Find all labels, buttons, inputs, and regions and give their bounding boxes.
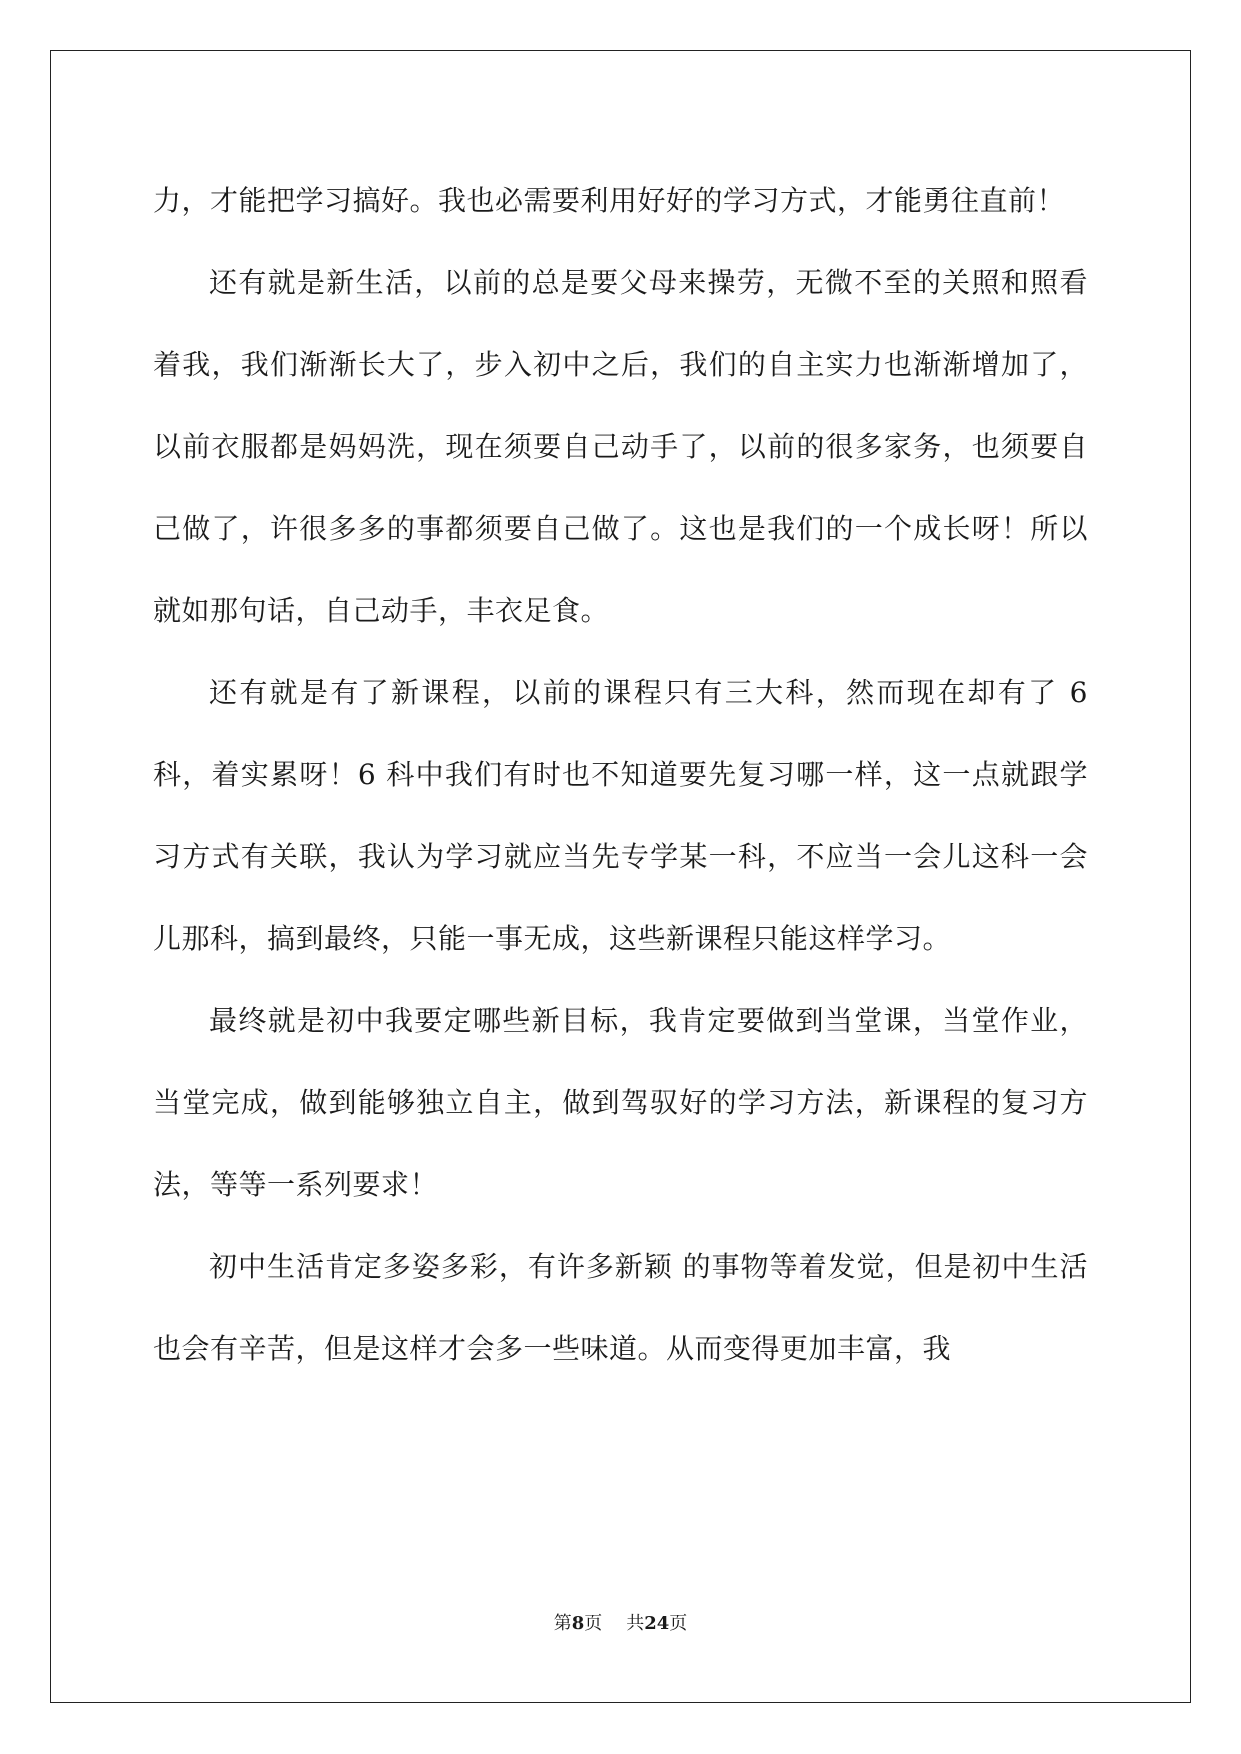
page-prefix: 第	[553, 1613, 572, 1634]
page-suffix: 页	[584, 1613, 603, 1634]
total-suffix: 页	[669, 1613, 688, 1634]
paragraph-2: 还有就是新生活，以前的总是要父母来操劳，无微不至的关照和照看着我，我们渐渐长大了，步入初中之后，我们的自主实力也渐渐增加了，以前衣服都是妈妈洗，现在须要自己动手了，以前的很多家务，也须要自己做了，许很多多的事都须要自己做了。这也是我们的一个成长呀！所以就如那句话，自己动手，丰衣足食。	[153, 266, 1088, 627]
document-body	[153, 160, 1088, 1390]
paragraph-5: 初中生活肯定多姿多彩，有许多新颖 的事物等着发觉，但是初中生活也会有辛苦，但是这样才会多一些味道。从而变得更加丰富，我	[153, 1250, 1088, 1365]
paragraph-1: 力，才能把学习搞好。我也必需要利用好好的学习方式，才能勇往直前！	[153, 184, 1066, 217]
page-footer	[0, 1612, 1241, 1636]
page-number: 8	[571, 1613, 585, 1634]
paragraph-3: 还有就是有了新课程，以前的课程只有三大科，然而现在却有了 6 科，着实累呀！6 科中我们有时也不知道要先复习哪一样，这一点就跟学习方式有关联，我认为学习就应当先专学某一科，不应当一会儿这科一会儿那科，搞到最终，只能一事无成，这些新课程只能这样学习。	[153, 676, 1088, 955]
total-prefix: 共	[626, 1613, 645, 1634]
paragraph-4: 最终就是初中我要定哪些新目标，我肯定要做到当堂课，当堂作业，当堂完成，做到能够独立自主，做到驾驭好的学习方法，新课程的复习方法，等等一系列要求！	[153, 1004, 1088, 1201]
total-pages: 24	[644, 1613, 670, 1634]
